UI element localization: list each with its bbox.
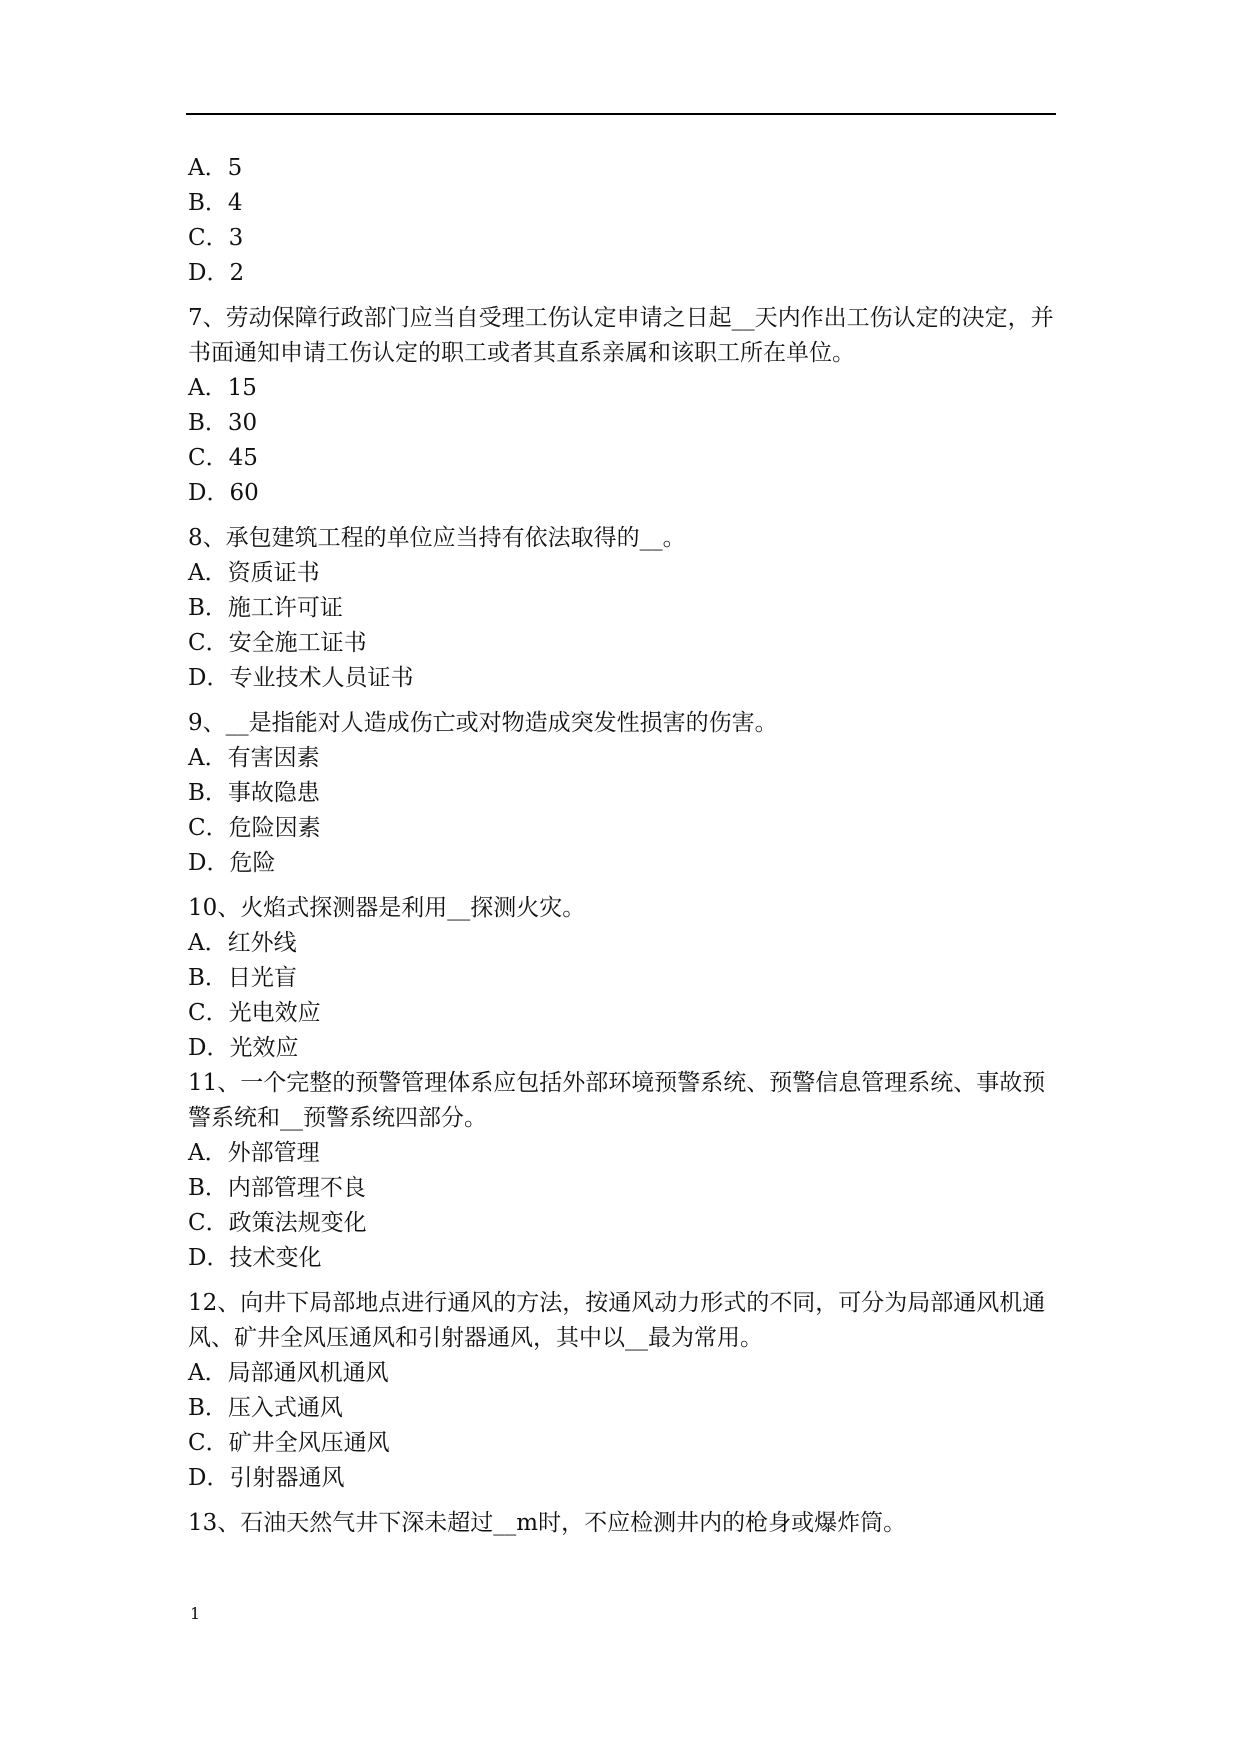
option-line: B．日光盲 [188, 965, 297, 991]
option-line: C．3 [188, 225, 244, 251]
header-rule [186, 113, 1056, 115]
question-8-text: 8、承包建筑工程的单位应当持有依法取得的__。 [188, 525, 686, 551]
option-line: A．局部通风机通风 [188, 1360, 389, 1386]
option-line: D．光效应 [188, 1035, 299, 1061]
page-content [188, 151, 1054, 1541]
option-line: C．危险因素 [188, 815, 321, 841]
option-line: D．引射器通风 [188, 1465, 345, 1491]
option-line: D．危险 [188, 850, 276, 876]
option-line: A．外部管理 [188, 1140, 320, 1166]
option-line: C．光电效应 [188, 1000, 321, 1026]
option-line: B．30 [188, 410, 258, 436]
option-line: B．施工许可证 [188, 595, 343, 621]
option-line: A．资质证书 [188, 560, 320, 586]
option-line: A．红外线 [188, 930, 297, 956]
question-7-text: 7、劳动保障行政部门应当自受理工伤认定申请之日起__天内作出工伤认定的决定，并书面通知申请工伤认定的职工或者其直系亲属和该职工所在单位。 [188, 305, 1054, 366]
question-11-text: 11、一个完整的预警管理体系应包括外部环境预警系统、预警信息管理系统、事故预警系统和__预警系统四部分。 [188, 1070, 1046, 1131]
question-10-text: 10、火焰式探测器是利用__探测火灾。 [188, 895, 586, 921]
option-line: B．事故隐患 [188, 780, 320, 806]
option-line: B．压入式通风 [188, 1395, 343, 1421]
question-9-text: 9、__是指能对人造成伤亡或对物造成突发性损害的伤害。 [188, 710, 778, 736]
option-line: A．15 [188, 375, 257, 401]
option-line: D．60 [188, 480, 259, 506]
option-line: D．专业技术人员证书 [188, 665, 414, 691]
option-line: A．有害因素 [188, 745, 320, 771]
option-line: C．安全施工证书 [188, 630, 367, 656]
option-line: C．政策法规变化 [188, 1210, 367, 1236]
option-line: C．矿井全风压通风 [188, 1430, 390, 1456]
question-12-text: 12、向井下局部地点进行通风的方法，按通风动力形式的不同，可分为局部通风机通风、矿井全风压通风和引射器通风，其中以__最为常用。 [188, 1290, 1046, 1351]
option-line: A．5 [188, 155, 243, 181]
option-line: D．2 [188, 260, 245, 286]
option-line: C．45 [188, 445, 258, 471]
option-line: D．技术变化 [188, 1245, 322, 1271]
option-line: B．内部管理不良 [188, 1175, 366, 1201]
option-line: B．4 [188, 190, 243, 216]
page-number: 1 [190, 1604, 201, 1623]
question-13-text: 13、石油天然气井下深未超过__m时，不应检测井内的枪身或爆炸筒。 [188, 1510, 907, 1536]
